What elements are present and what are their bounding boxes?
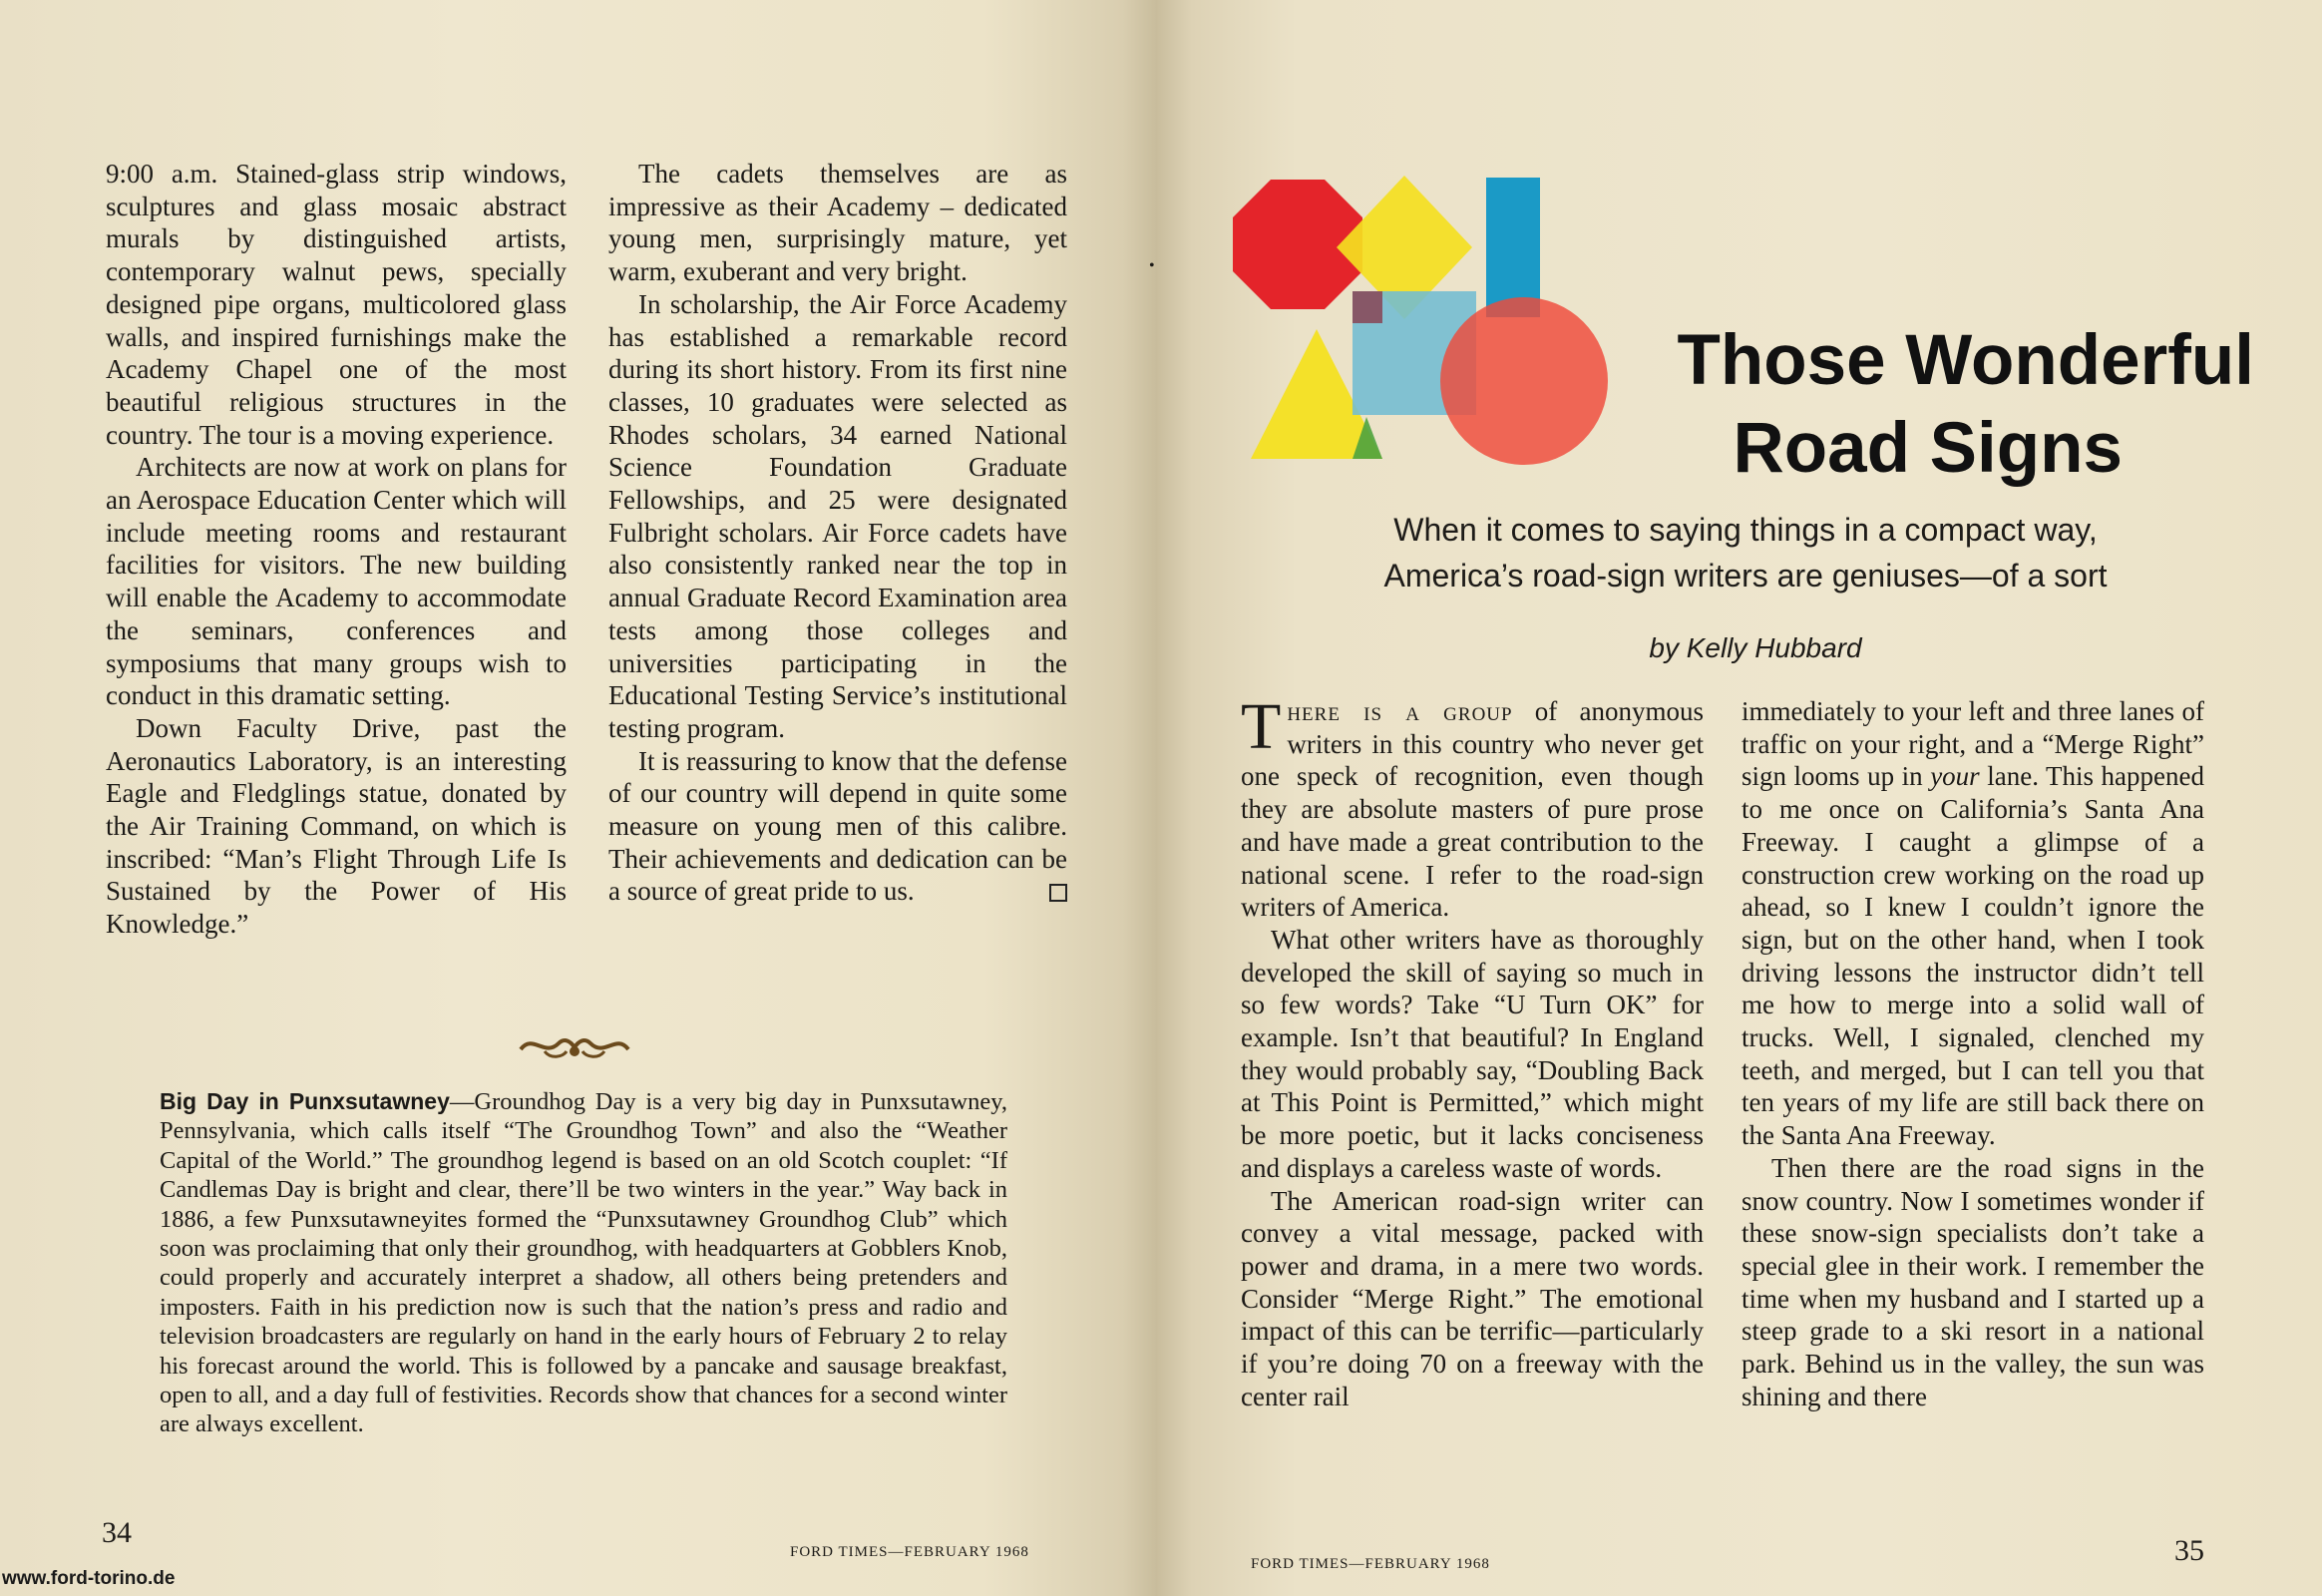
gutter-mark: •: [1149, 257, 1155, 274]
overlap-dark-square: [1353, 291, 1382, 323]
title-line-2: Road Signs: [1733, 409, 2123, 488]
paragraph-text: lane. This happened to me once on California’s Santa Ana Freeway. I caught a glimpse of a construction crew working on the road up ahead, so I knew I couldn’t ignore the sign, but on the other hand, when I took driving lessons the instructor didn’t tell me how to merge into a solid wall of trucks. Well, I signaled, clenched my teeth, and merged, but I can tell you that ten years of my life are still back there on the Santa Ana Freeway.: [1742, 761, 2204, 1151]
paragraph: Down Faculty Drive, past the Aeronautics Laboratory, is an interesting Eagle and Fledglings statue, donated by the Air Training Command, on which is inscribed: “Man’s Flight Through Life Is Sustained by the Power of His Knowledge.”: [106, 712, 567, 940]
sidebar-text: —Groundhog Day is a very big day in Punxsutawney, Pennsylvania, which calls itself “The Groundhog Town” and also the “Weather Capital of the World.” The groundhog legend is based on an old Scotch couplet: “If Candlemas Day is bright and clear, there’ll be two winters in the year.” Way back in 1886, a few Punxsutawneyites formed the “Punxsutawney Groundhog Club” which soon was proclaiming that only their groundhog, with headquarters at Gobblers Knob, could properly and accurately interpret a shadow, all others being pretenders and imposters. Faith in his prediction now is such that the nation’s press and radio and television broadcasters are regularly on hand in the early hours of February 2 to relay his forecast around the world. This is followed by a pancake and sausage breakfast, open to all, and a day full of festivities. Records show that chances for a second winter are always excellent.: [160, 1088, 1007, 1438]
title-line-1: Those Wonderful: [1677, 321, 2254, 400]
opening-paragraph: [1241, 690, 1705, 924]
left-column-2: [608, 158, 1067, 908]
page-number-right: 35: [2174, 1534, 2204, 1567]
article-title: [1496, 317, 2254, 493]
paragraph-text: of anonymous writers in this country who never get one speck of recognition, even though they are absolute masters of pure prose and have made a great contribution to the national scene. I refer to the road-sign writers of America.: [1241, 696, 1705, 923]
end-of-article-mark: [1049, 884, 1067, 902]
emphasis: your: [1930, 761, 1980, 792]
right-column-2: [1742, 695, 2204, 1412]
tall-blue-rect: [1486, 178, 1540, 317]
paragraph-with-end-mark: [608, 745, 1067, 909]
sidebar-lead: Big Day in Punxsutawney: [160, 1088, 450, 1114]
sidebar-punxsutawney: [160, 1087, 1007, 1439]
subtitle-line-1: When it comes to saying things in a compact way,: [1393, 512, 2098, 548]
paragraph: The cadets themselves are as impressive as their Academy – dedicated young men, surprisingly mature, yet warm, exuberant and very bright.: [608, 159, 1067, 287]
paragraph: Then there are the road signs in the snow country. Now I sometimes wonder if these snow-sign specialists don’t take a special glee in their work. I remember the time when my husband and I started up a steep grade to a ski resort in a national park. Behind us in the valley, the sun was shining and there: [1742, 1152, 2204, 1411]
byline: by Kelly Hubbard: [1649, 632, 1862, 663]
running-footer-left: FORD TIMES—FEBRUARY 1968: [790, 1544, 1029, 1560]
paragraph: In scholarship, the Air Force Academy has established a remarkable record during its short history. From its first nine classes, 10 graduates were selected as Rhodes scholars, 34 earned National Science Foundation Graduate Fellowships, and 25 were designated Fulbright scholars. Air Force cadets have also consistently ranked near the top in annual Graduate Record Examination area tests among those colleges and universities participating in the Educational Testing Service’s institutional testing program.: [608, 288, 1067, 743]
subtitle-line-2: America’s road-sign writers are geniuses—of a sort: [1383, 558, 2108, 594]
article-subtitle: [1287, 507, 2204, 598]
paragraph-text: It is reassuring to know that the defense of our country will depend in quite some measure on young men of this calibre. Their achievements and dedication can be a source of great pride to us.: [608, 745, 1067, 907]
watermark-url: www.ford-torino.de: [2, 1568, 176, 1589]
ornament-flourish-icon: [515, 1027, 634, 1063]
right-column-1: [1241, 690, 1705, 1412]
paragraph: The American road-sign writer can convey a vital message, packed with power and drama, in a mere two words. Consider “Merge Right.” The emotional impact of this can be terrific—particularly if you’re doing 70 on a freeway with the center rail: [1241, 1185, 1704, 1411]
drop-cap: T: [1241, 690, 1282, 763]
paragraph: 9:00 a.m. Stained-glass strip windows, sculptures and glass mosaic abstract murals by distinguished artists, contemporary walnut pews, specially designed pipe organs, multicolored glass walls, and inspired furnishings make the Academy Chapel one of the most beautiful religious structures in the country. The tour is a moving experience.: [106, 159, 567, 450]
opening-smallcaps: here is a group: [1287, 696, 1513, 726]
paragraph: What other writers have as thoroughly developed the skill of saying so much in so few words? Take “U Turn OK” for example. Isn’t that beautiful? In England they would probably say, “Doubling Back at This Point is Permitted,” which might be more poetic, but it lacks conciseness and displays a careless waste of words.: [1241, 924, 1704, 1183]
left-page: [0, 0, 1157, 1596]
paragraph-text: immediately to your left and three lanes of traffic on your right, and a “Merge Right” sign looms up in: [1742, 696, 2204, 792]
paragraph: Architects are now at work on plans for an Aerospace Education Center which will include meeting rooms and restaurant facilities for visitors. The new building will enable the Academy to accommodate the seminars, conferences and symposiums that many groups wish to conduct in this dramatic setting.: [106, 452, 567, 711]
left-column-1: [106, 158, 567, 941]
page-number-left: 34: [102, 1516, 132, 1549]
paragraph: [1742, 695, 2204, 1152]
running-footer-right: FORD TIMES—FEBRUARY 1968: [1251, 1556, 1490, 1572]
